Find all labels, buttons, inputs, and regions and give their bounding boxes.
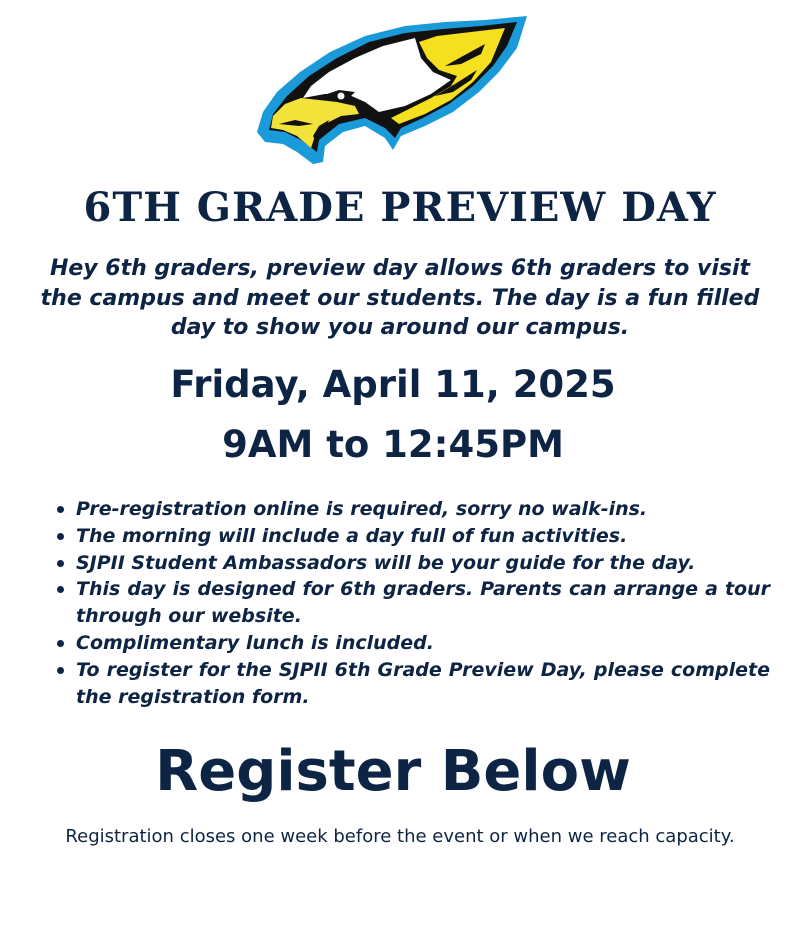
list-item: Complimentary lunch is included. bbox=[76, 630, 770, 657]
list-item: SJPII Student Ambassadors will be your guide for the day. bbox=[76, 550, 770, 577]
closing-note: Registration closes one week before the event or when we reach capacity. bbox=[65, 826, 735, 847]
list-item: This day is designed for 6th graders. Parents can arrange a tour through our website. bbox=[76, 576, 770, 630]
eagle-logo bbox=[255, 14, 530, 166]
eagle-eye-highlight bbox=[338, 93, 345, 100]
intro-paragraph: Hey 6th graders, preview day allows 6th graders to visit the campus and meet our students. The day is a fun filled day to show you around our campus. bbox=[40, 256, 760, 340]
eagle-icon bbox=[255, 14, 530, 166]
list-item: To register for the SJPII 6th Grade Preview Day, please complete the registration form. bbox=[76, 657, 770, 711]
page-title: 6TH GRADE PREVIEW DAY bbox=[83, 184, 717, 231]
details-list bbox=[54, 496, 770, 710]
event-time: 9AM to 12:45PM bbox=[222, 423, 564, 466]
list-item: Pre-registration online is required, sorry no walk-ins. bbox=[76, 496, 770, 523]
event-date: Friday, April 11, 2025 bbox=[170, 363, 616, 406]
list-item: The morning will include a day full of fun activities. bbox=[76, 523, 770, 550]
register-heading: Register Below bbox=[155, 739, 631, 804]
